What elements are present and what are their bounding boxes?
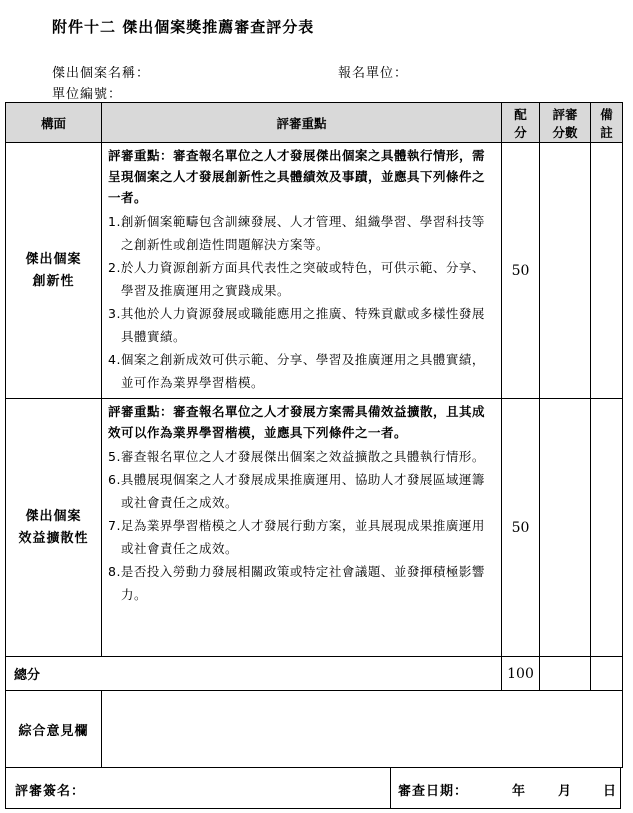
aspect-header: 構面: [6, 103, 102, 143]
judge-score-header: [540, 103, 591, 143]
signature-label: 評審簽名：: [15, 784, 86, 799]
judge-score-input[interactable]: [540, 143, 591, 399]
comments-label: 綜合意見欄: [6, 691, 102, 768]
criteria-item: 8.是否投入勞動力發展相關政策或特定社會議題、並發揮積極影響力。: [108, 564, 485, 602]
aspect-line2: 創新性: [32, 273, 75, 289]
comments-input[interactable]: [102, 691, 623, 768]
total-note-input[interactable]: [591, 657, 623, 691]
table-row-diffusion: [6, 399, 623, 657]
total-score-input[interactable]: [540, 657, 591, 691]
criteria-header: 評審重點: [102, 103, 502, 143]
points-header-line1: 配: [514, 106, 527, 122]
unit-label: 報名單位：: [338, 66, 409, 81]
table-header-row: [6, 103, 623, 143]
criteria-item: 3.其他於人力資源發展或職能應用之推廣、特殊貢獻或多樣性發展具體實績。: [108, 306, 485, 344]
points-header: [502, 103, 540, 143]
day-label: 日: [603, 784, 617, 799]
total-points: 100: [502, 657, 540, 691]
criteria-item: 1.創新個案範疇包含訓練發展、人才管理、組織學習、學習科技等之創新性或創造性問題解決方案等。: [108, 214, 485, 252]
signature-input[interactable]: [106, 772, 386, 804]
signature-divider: [390, 768, 391, 808]
judge-score-input[interactable]: [540, 399, 591, 657]
note-header-line2: 註: [600, 124, 613, 140]
note-header-line1: 備: [600, 106, 613, 122]
criteria-cell: [102, 143, 502, 399]
points-header-line2: 分: [514, 124, 527, 140]
criteria-item: 4.個案之創新成效可供示範、分享、學習及推廣運用之具體實績，並可作為業界學習楷模。: [108, 352, 485, 390]
criteria-item: 2.於人力資源創新方面具代表性之突破或特色，可供示範、分享、學習及推廣運用之實踐成果。: [108, 260, 485, 298]
form-title: 附件十二 傑出個案獎推薦審查評分表: [52, 18, 315, 36]
unit-id-label: 單位編號：: [52, 87, 123, 102]
criteria-item: 5.審查報名單位之人才發展傑出個案之效益擴散之具體執行情形。: [108, 449, 485, 464]
year-label: 年: [512, 784, 526, 799]
comments-row: [6, 691, 623, 768]
review-date-label: 審查日期：: [398, 784, 469, 799]
total-label: 總分: [6, 657, 502, 691]
month-label: 月: [558, 784, 572, 799]
case-name-label: 傑出個案名稱：: [52, 66, 151, 81]
aspect-cell: [6, 143, 102, 399]
note-input[interactable]: [591, 143, 623, 399]
table-row-innovation: [6, 143, 623, 399]
criteria-cell: [102, 399, 502, 657]
judge-header-line2: 分數: [552, 124, 578, 140]
note-input[interactable]: [591, 399, 623, 657]
note-header: [591, 103, 623, 143]
aspect-line1: 傑出個案: [25, 508, 82, 524]
signature-row: [5, 767, 621, 809]
evaluation-table: [5, 102, 623, 768]
criteria-lead: 評審重點：審查報名單位之人才發展方案需具備效益擴散，且其成效可以作為業界學習楷模，並應具下列條件之一者。: [108, 404, 486, 440]
criteria-lead: 評審重點：審查報名單位之人才發展傑出個案之具體執行情形，需呈現個案之人才發展創新性之具體績效及事蹟，並應具下列條件之一者。: [108, 148, 486, 205]
aspect-cell: [6, 399, 102, 657]
aspect-line2: 效益擴散性: [18, 530, 89, 546]
points-value: 50: [502, 143, 540, 399]
aspect-line1: 傑出個案: [25, 251, 82, 267]
criteria-item: 7.足為業界學習楷模之人才發展行動方案，並具展現成果推廣運用或社會責任之成效。: [108, 518, 485, 556]
total-row: [6, 657, 623, 691]
criteria-item: 6.具體展現個案之人才發展成果推廣運用、協助人才發展區域運籌或社會責任之成效。: [108, 472, 485, 510]
points-value: 50: [502, 399, 540, 657]
judge-header-line1: 評審: [552, 106, 578, 122]
